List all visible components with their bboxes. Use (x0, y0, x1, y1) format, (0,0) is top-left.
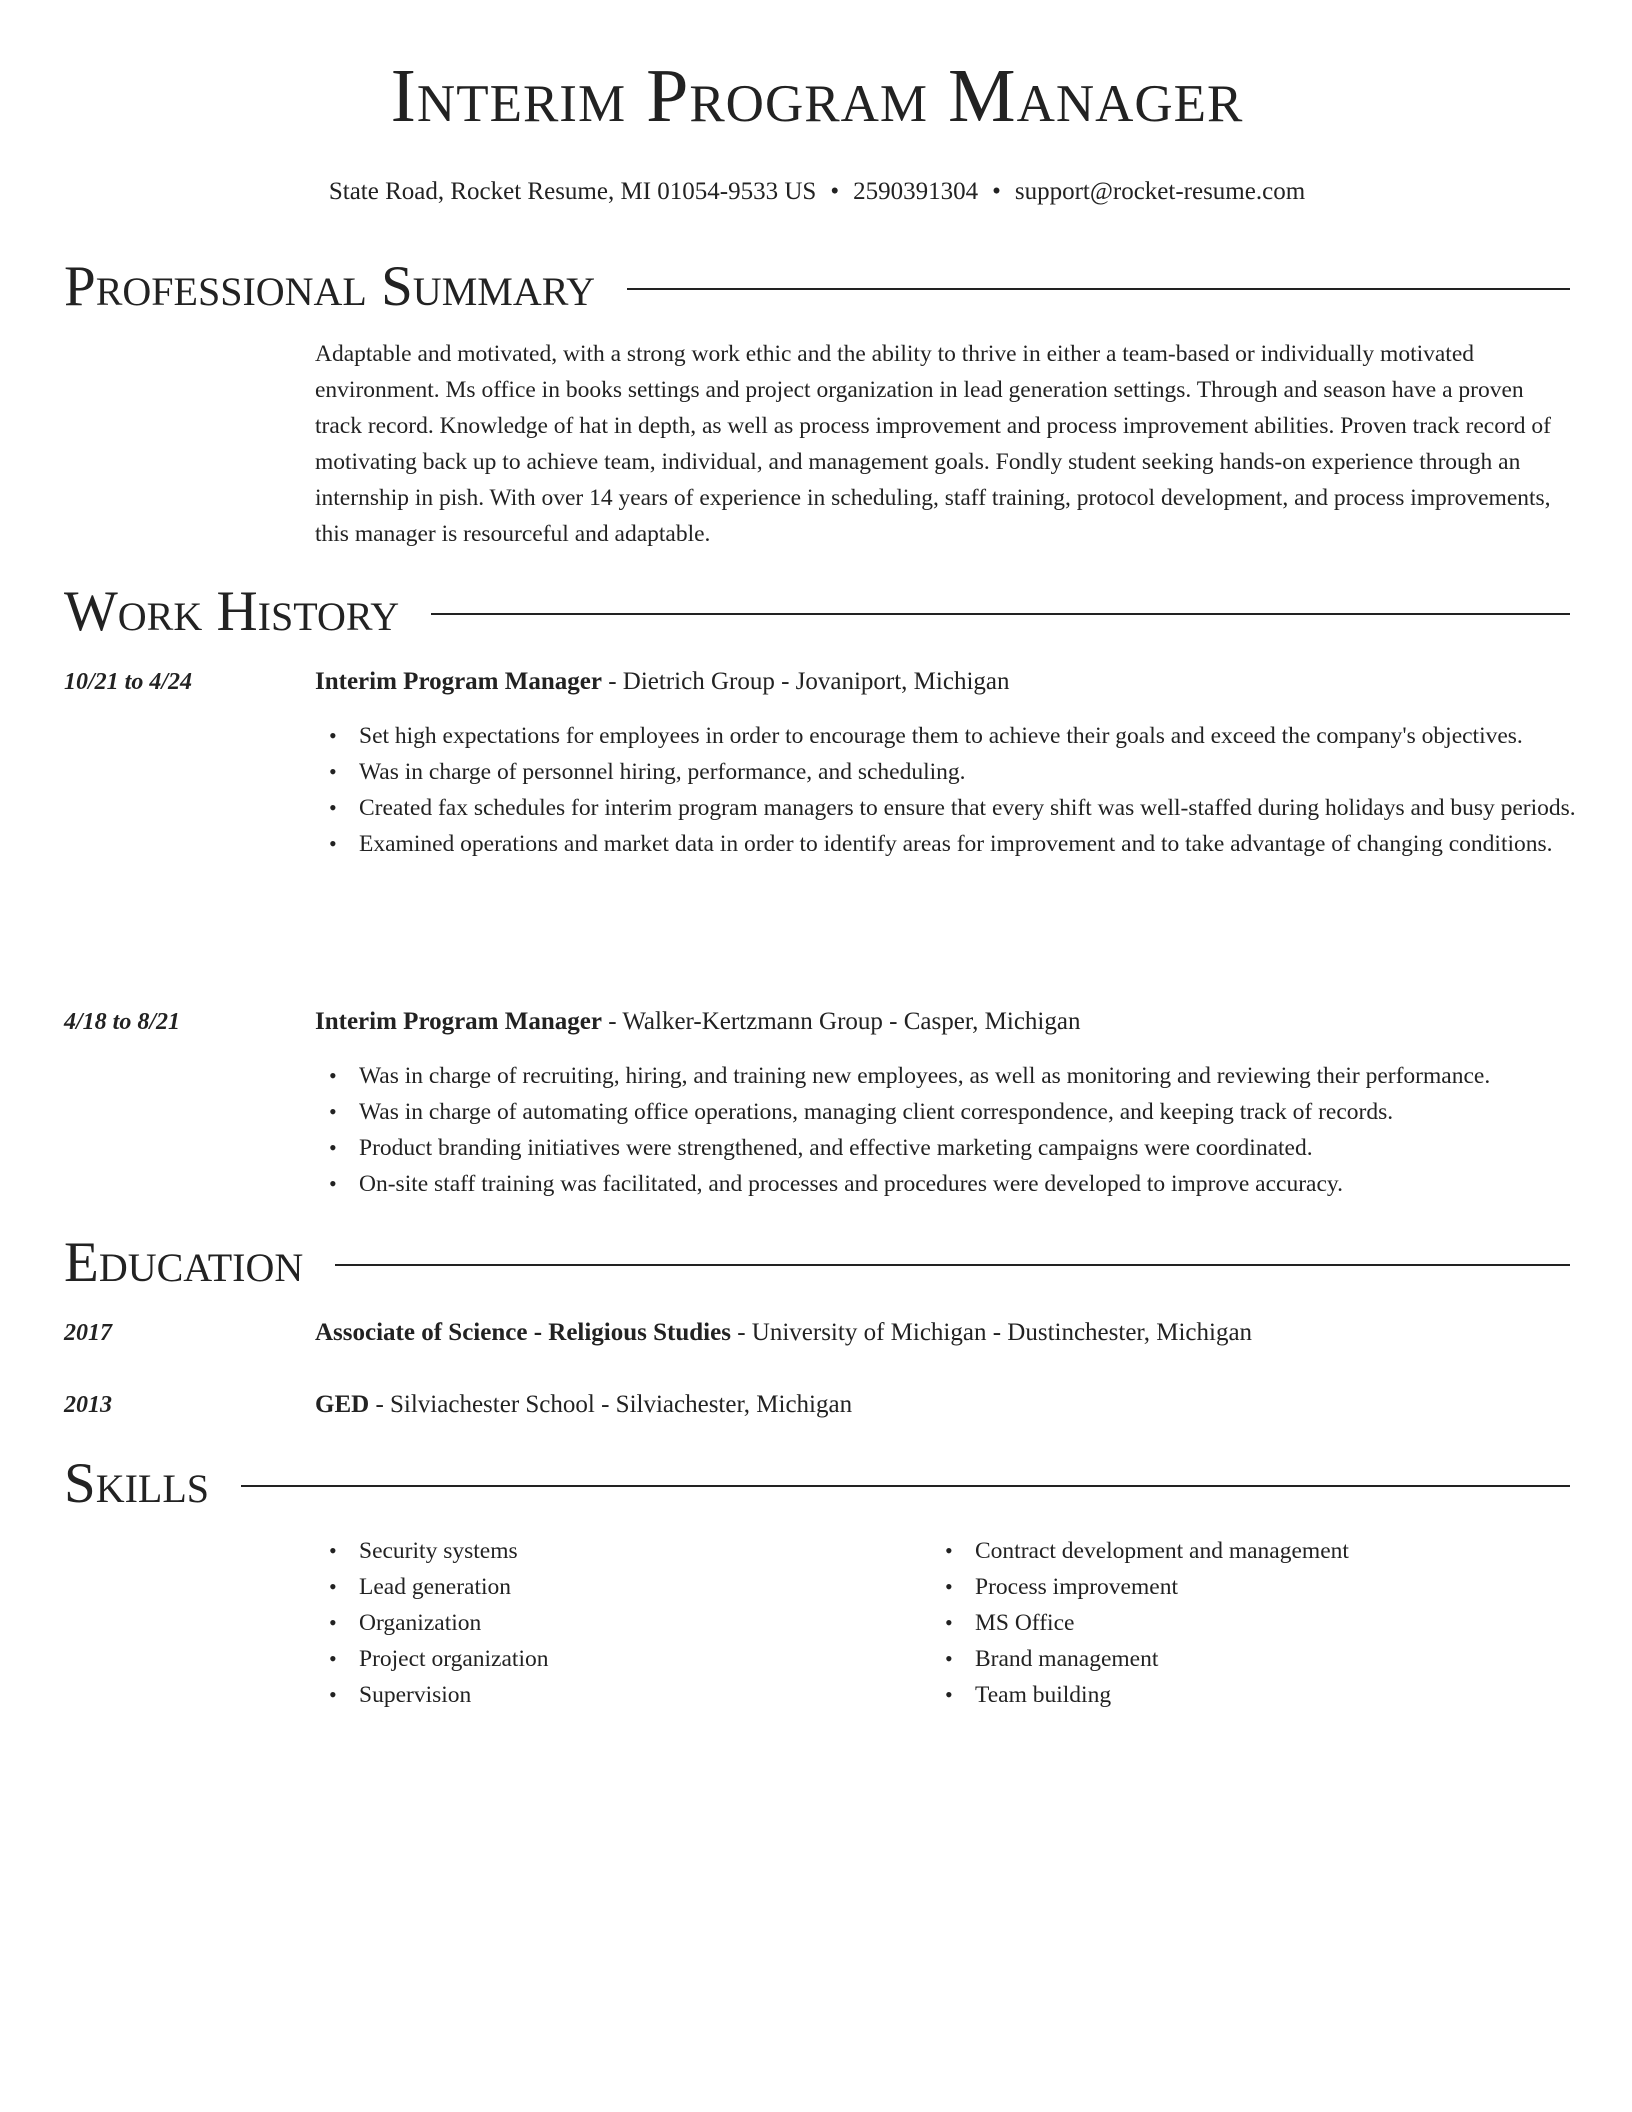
section-divider (241, 1485, 1570, 1487)
education-line (315, 1315, 1570, 1351)
contact-separator: • (830, 178, 840, 205)
skills-list-right (931, 1533, 1595, 1713)
section-title: Education (64, 1231, 304, 1294)
job-title-line (315, 664, 1570, 700)
education-degree: Associate of Science - Religious Studies (315, 1319, 731, 1346)
skill-item: • Supervision (359, 1677, 959, 1713)
job-bullet: • Was in charge of personnel hiring, performance, and scheduling. (359, 754, 1614, 790)
section-header-work-history (64, 580, 1570, 643)
education-year: 2017 (64, 1320, 112, 1346)
section-divider (431, 613, 1570, 615)
job-bullet: • Was in charge of automating office operations, managing client correspondence, and keeping track of records. (359, 1094, 1614, 1130)
job-bullet: • Set high expectations for employees in order to encourage them to achieve their goals and exceed the company's objectives. (359, 718, 1614, 754)
skills-list-left (315, 1533, 959, 1713)
summary-text: Adaptable and motivated, with a strong work ethic and the ability to thrive in either a team-based or individually motivated environment. Ms office in books settings and project organization in lead generation settings. Through and season have a proven track record. Knowledge of hat in depth, as well as process improvement and process improvement abilities. Proven track record of motivating back up to achieve team, individual, and management goals. Fondly student seeking hands-on experience through an internship in pish. With over 14 years of experience in scheduling, staff training, protocol development, and process improvements, this manager is resourceful and adaptable. (315, 341, 1551, 547)
education-year: 2013 (64, 1392, 112, 1418)
section-divider (627, 288, 1570, 290)
job-bullet: • Product branding initiatives were strengthened, and effective marketing campaigns were coordinated. (359, 1130, 1614, 1166)
education-degree: GED (315, 1391, 370, 1418)
contact-email: support@rocket-resume.com (1014, 178, 1306, 205)
contact-address: State Road, Rocket Resume, MI 01054-9533 US (328, 178, 817, 205)
skill-item: • Team building (975, 1677, 1595, 1713)
section-title: Professional Summary (64, 255, 596, 318)
skill-item: • Brand management (975, 1641, 1595, 1677)
skill-item: • Security systems (359, 1533, 959, 1569)
job-dates: 4/18 to 8/21 (64, 1009, 181, 1035)
education-school: - Silviachester School - Silviachester, Michigan (369, 1391, 853, 1418)
education-school: - University of Michigan - Dustinchester, Michigan (730, 1319, 1253, 1346)
section-title: Work History (64, 580, 400, 643)
skill-item: • Project organization (359, 1641, 959, 1677)
job-role: Interim Program Manager (315, 668, 602, 695)
contact-line (64, 176, 1570, 208)
job-bullets (315, 718, 1614, 862)
skill-item: • Lead generation (359, 1569, 959, 1605)
section-header-education (64, 1231, 1570, 1294)
job-bullet: • Was in charge of recruiting, hiring, and training new employees, as well as monitoring and reviewing their performance. (359, 1058, 1614, 1094)
candidate-name: Interim Program Manager (390, 54, 1244, 138)
job-bullet: • Created fax schedules for interim program managers to ensure that every shift was well-staffed during holidays and busy periods. (359, 790, 1614, 826)
job-role: Interim Program Manager (315, 1008, 602, 1035)
job-bullets (315, 1058, 1614, 1202)
skill-item: • Contract development and management (975, 1533, 1595, 1569)
section-title: Skills (64, 1452, 210, 1515)
job-employer: - Walker-Kertzmann Group - Casper, Michigan (601, 1008, 1081, 1035)
skill-item: • Organization (359, 1605, 959, 1641)
section-header-skills (64, 1452, 1570, 1515)
job-employer: - Dietrich Group - Jovaniport, Michigan (601, 668, 1010, 695)
section-header-summary (64, 255, 1570, 318)
section-divider (335, 1264, 1570, 1266)
job-title-line (315, 1004, 1570, 1040)
education-line (315, 1387, 1570, 1423)
job-bullet: • On-site staff training was facilitated, and processes and procedures were developed to improve accuracy. (359, 1166, 1614, 1202)
job-dates: 10/21 to 4/24 (64, 669, 193, 695)
skill-item: • Process improvement (975, 1569, 1595, 1605)
job-bullet: • Examined operations and market data in order to identify areas for improvement and to take advantage of changing conditions. (359, 826, 1614, 862)
skill-item: • MS Office (975, 1605, 1595, 1641)
contact-separator: • (992, 178, 1001, 205)
contact-phone: 2590391304 (853, 178, 979, 205)
